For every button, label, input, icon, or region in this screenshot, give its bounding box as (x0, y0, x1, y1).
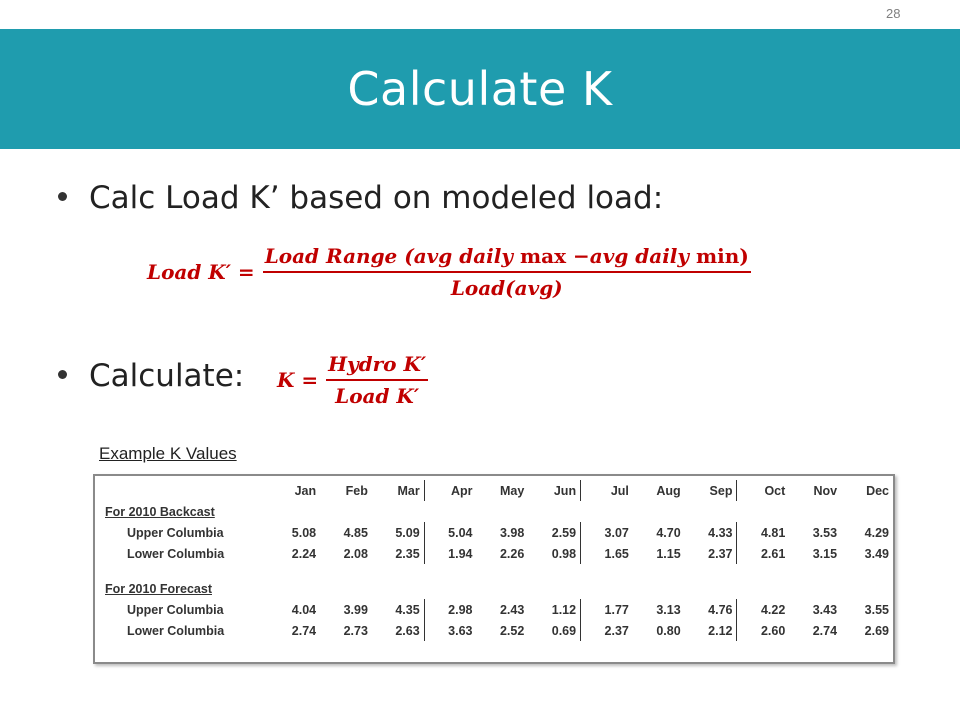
numerator-part: −avg daily (566, 244, 696, 268)
bullet-calculate (58, 358, 244, 394)
equation-lhs: Load K′ = (147, 260, 255, 284)
table-cell: 2.24 (291, 546, 317, 561)
table-cell: 2.12 (685, 620, 737, 641)
table-cell: 3.13 (656, 602, 681, 617)
table-cell: 2.52 (499, 623, 525, 638)
column-header: Jan (294, 483, 317, 498)
table-cell: 2.74 (291, 623, 317, 638)
column-header: Sep (685, 480, 737, 501)
table-row (101, 620, 893, 641)
equation-fraction (326, 352, 428, 408)
table-cell: 0.98 (528, 543, 580, 564)
slide-title: Calculate K (347, 62, 613, 116)
table-row (101, 543, 893, 564)
table-cell: 5.08 (291, 525, 317, 540)
column-header: Mar (372, 480, 424, 501)
table-cell: 2.43 (499, 602, 525, 617)
title-band (0, 29, 960, 149)
table-cell: 2.60 (760, 623, 786, 638)
table-cell: 3.43 (812, 602, 838, 617)
table-cell: 4.70 (656, 525, 681, 540)
table-cell: 4.33 (685, 522, 737, 543)
table-cell: 3.53 (812, 525, 838, 540)
table-cell: 2.69 (864, 623, 889, 638)
group-row (101, 501, 893, 522)
table-caption: Example K Values (99, 444, 237, 463)
bullet-load-k (58, 180, 663, 216)
column-header: Oct (764, 483, 786, 498)
table-cell: 2.37 (685, 543, 737, 564)
group-label: For 2010 Backcast (105, 504, 215, 519)
table-cell: 5.04 (448, 525, 473, 540)
table-cell: 1.15 (656, 546, 681, 561)
table-cell: 0.69 (528, 620, 580, 641)
table-cell: 1.12 (528, 599, 580, 620)
bullet-text: Calc Load K’ based on modeled load: (89, 180, 664, 216)
equation-numerator: Hydro K′ (326, 352, 428, 381)
group-row (101, 578, 893, 599)
load-k-equation (147, 237, 751, 307)
row-label: Upper Columbia (127, 602, 224, 617)
bullet-text: Calculate: (89, 358, 245, 394)
equation-denominator: Load(avg) (450, 276, 563, 300)
table-row (101, 599, 893, 620)
equation-numerator (263, 244, 751, 273)
row-label: Lower Columbia (127, 623, 225, 638)
table-cell: 2.61 (760, 546, 786, 561)
header-blank (101, 480, 268, 501)
table-cell: 4.35 (372, 599, 424, 620)
equation-denominator: Load K′ (335, 384, 420, 408)
column-header: Jun (528, 480, 580, 501)
table-cell: 4.29 (864, 525, 889, 540)
table-cell: 1.77 (604, 602, 629, 617)
table-cell: 2.59 (528, 522, 580, 543)
table-cell: 3.49 (864, 546, 889, 561)
table-cell: 3.63 (448, 623, 473, 638)
table-cell: 1.65 (604, 546, 629, 561)
table-cell: 3.15 (812, 546, 838, 561)
table-cell: 3.55 (864, 602, 889, 617)
row-label: Upper Columbia (127, 525, 224, 540)
group-label: For 2010 Forecast (105, 581, 212, 596)
table-cell: 0.80 (656, 623, 681, 638)
table-cell: 4.04 (291, 602, 317, 617)
table-header-row (101, 480, 893, 501)
table-cell: 4.76 (685, 599, 737, 620)
bullet-dot-icon (58, 370, 67, 379)
table-cell: 2.08 (343, 546, 368, 561)
table-cell: 1.94 (448, 546, 473, 561)
table-cell: 2.37 (604, 623, 629, 638)
table-cell: 3.99 (343, 602, 368, 617)
table-cell: 4.85 (343, 525, 368, 540)
column-header: Nov (813, 483, 838, 498)
page-number: 28 (886, 6, 901, 21)
column-header: May (499, 483, 525, 498)
equation-lhs: K = (277, 368, 319, 392)
bullet-dot-icon (58, 192, 67, 201)
equation-fraction (263, 244, 751, 300)
table-cell: 3.07 (604, 525, 629, 540)
row-label: Lower Columbia (127, 546, 225, 561)
k-equation (277, 352, 428, 408)
numerator-min: min (696, 244, 740, 268)
column-header: Aug (656, 483, 681, 498)
table-cell: 2.74 (812, 623, 838, 638)
table-cell: 4.22 (760, 602, 786, 617)
k-values-table (93, 474, 895, 664)
column-header: Apr (450, 483, 473, 498)
table-cell: 4.81 (760, 525, 786, 540)
table-cell: 3.98 (499, 525, 525, 540)
column-header: Feb (345, 483, 368, 498)
table-cell: 2.98 (448, 602, 473, 617)
column-header: Dec (866, 483, 889, 498)
k-table (101, 480, 893, 641)
numerator-part: ) (739, 244, 749, 268)
numerator-part: Load Range (avg daily (264, 244, 520, 268)
table-cell: 2.35 (372, 543, 424, 564)
column-header: Jul (610, 483, 629, 498)
table-cell: 2.63 (372, 620, 424, 641)
spacer-row (101, 564, 893, 578)
table-cell: 2.73 (343, 623, 368, 638)
table-row (101, 522, 893, 543)
numerator-max: max (519, 244, 567, 268)
table-cell: 2.26 (499, 546, 525, 561)
table-cell: 5.09 (372, 522, 424, 543)
